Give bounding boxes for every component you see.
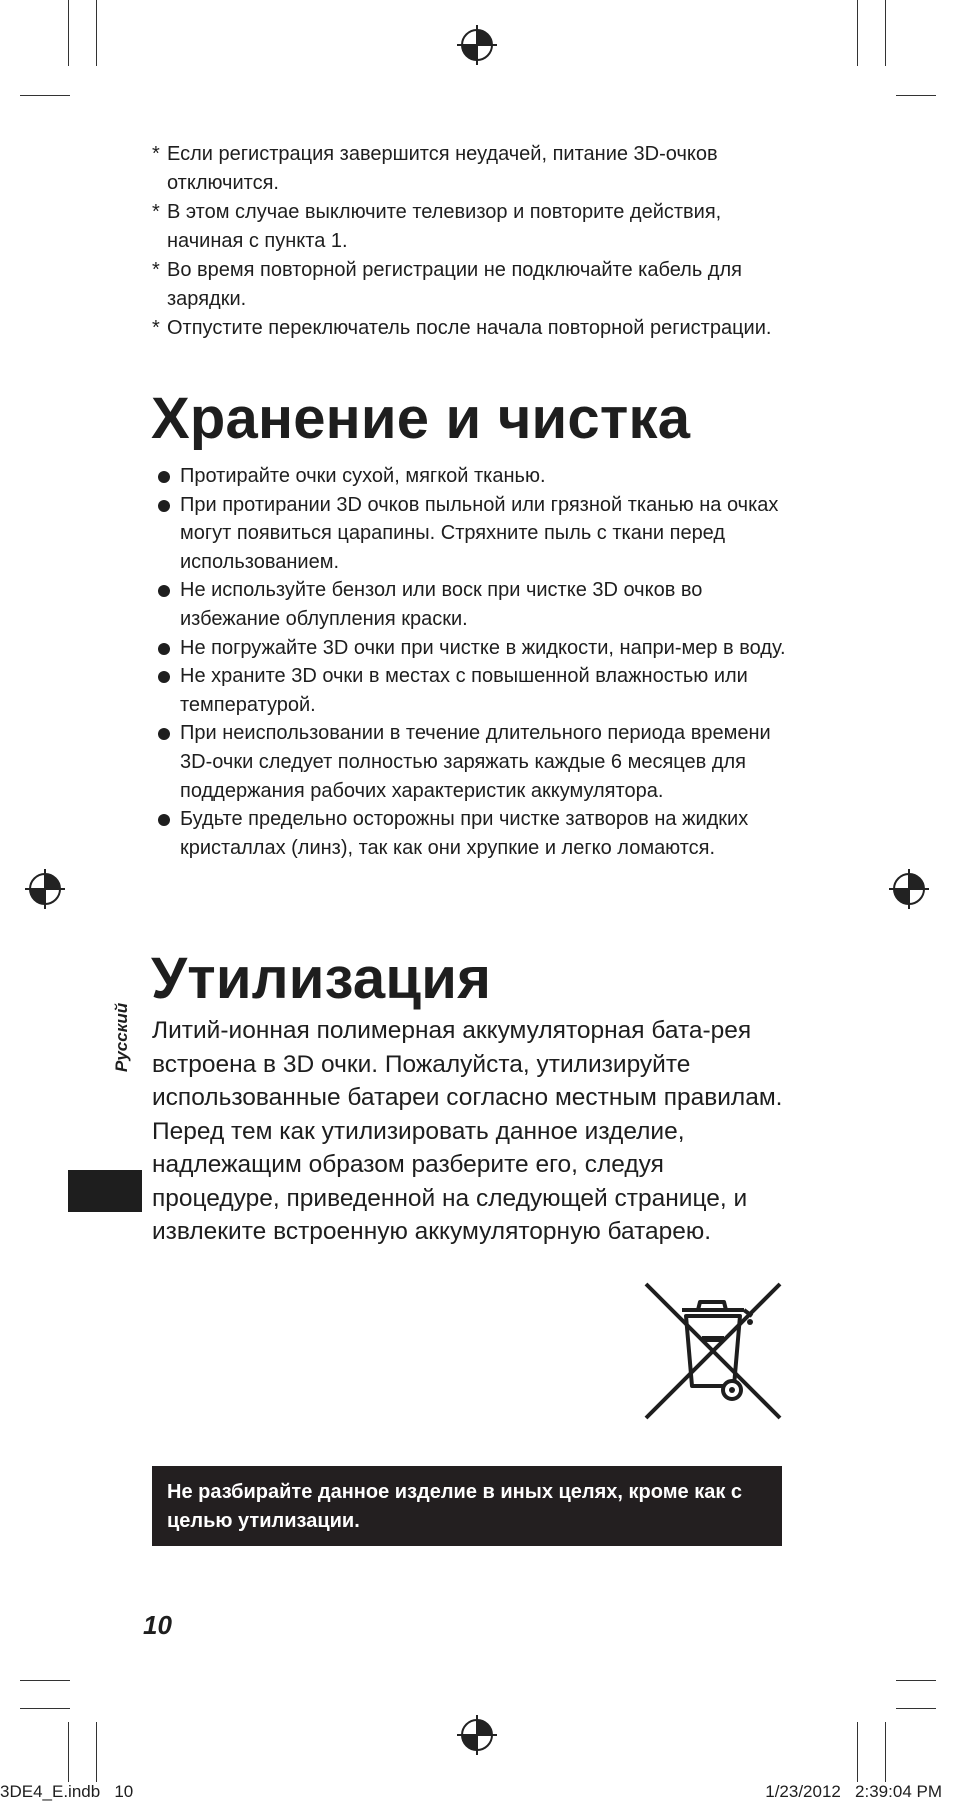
list-item: [152, 462, 792, 491]
note-item: [152, 140, 792, 198]
list-item-text: Не храните 3D очки в местах с повышенной влажностью или температурой.: [180, 665, 748, 716]
list-item-text: Будьте предельно осторожны при чистке затворов на жидких кристаллах (линз), так как они хрупкие и легко ломаются.: [180, 808, 749, 859]
list-item-text: При протирании 3D очков пыльной или грязной тканью на очках могут появиться царапины. Стряхните пыль с ткани перед использованием.: [180, 493, 779, 573]
footer-timestamp: 1/23/2012 2:39:04 PM: [765, 1782, 942, 1801]
crop-mark: [896, 1708, 936, 1709]
crop-mark: [68, 0, 69, 66]
storage-heading: Хранение и чистка: [151, 386, 691, 451]
notes-list: [152, 140, 792, 343]
registration-mark-icon: [457, 1715, 497, 1755]
note-item: [152, 314, 792, 343]
crop-mark: [68, 1722, 69, 1782]
crop-mark: [96, 0, 97, 66]
crop-mark: [857, 1722, 858, 1782]
registration-mark-icon: [457, 25, 497, 65]
bullet-icon: [158, 471, 170, 483]
note-item: [152, 198, 792, 256]
crop-mark: [896, 95, 936, 96]
bullet-icon: [158, 728, 170, 740]
crop-mark: [20, 1708, 70, 1709]
page-number: 10: [143, 1610, 172, 1640]
list-item: [152, 805, 792, 862]
note-item: [152, 256, 792, 314]
disposal-paragraph: Перед тем как утилизировать данное изделие, надлежащим образом разберите его, следуя процедуре, приведенной на следующей странице, и извлеките встроенную аккумуляторную батарею.: [152, 1117, 748, 1245]
bullet-icon: [158, 500, 170, 512]
language-tab-label: Русский: [112, 1002, 131, 1072]
crop-mark: [20, 1680, 70, 1681]
list-item: [152, 576, 792, 633]
disposal-body: [152, 1014, 797, 1249]
storage-list: [152, 462, 792, 862]
list-item-text: Не используйте бензол или воск при чистке 3D очков во избежание облупления краски.: [180, 579, 703, 630]
note-marker: *: [152, 201, 160, 223]
list-item: [152, 491, 792, 577]
registration-mark-icon: [25, 869, 65, 909]
registration-mark-icon: [889, 869, 929, 909]
list-item: [152, 634, 792, 663]
crop-mark: [857, 0, 858, 66]
list-item-text: При неиспользовании в течение длительного периода времени 3D-очки следует полностью заряжать каждые 6 месяцев для поддержания рабочих характеристик аккумулятора.: [180, 722, 771, 802]
note-marker: *: [152, 259, 160, 281]
language-tab-marker: [68, 1170, 142, 1212]
note-text: Если регистрация завершится неудачей, питание 3D-очков отключится.: [167, 143, 718, 194]
list-item-text: Не погружайте 3D очки при чистке в жидкости, напри-мер в воду.: [180, 636, 786, 659]
note-marker: *: [152, 317, 160, 339]
disposal-paragraph: Литий-ионная полимерная аккумуляторная бата-рея встроена в 3D очки. Пожалуйста, утилизируйте использованные батареи согласно местным правилам.: [152, 1017, 783, 1111]
bullet-icon: [158, 814, 170, 826]
crop-mark: [885, 1722, 886, 1782]
crop-mark: [20, 95, 70, 96]
list-item: [152, 662, 792, 719]
crop-mark: [96, 1722, 97, 1782]
note-text: В этом случае выключите телевизор и повторите действия, начиная с пункта 1.: [167, 201, 722, 252]
disposal-heading: Утилизация: [151, 946, 492, 1011]
footer-file-info: 3DE4_E.indb 10: [0, 1782, 134, 1801]
note-text: Во время повторной регистрации не подключайте кабель для зарядки.: [167, 259, 742, 310]
note-text: Отпустите переключатель после начала повторной регистрации.: [167, 317, 772, 339]
note-marker: *: [152, 143, 160, 165]
list-item-text: Протирайте очки сухой, мягкой тканью.: [180, 465, 546, 487]
bullet-icon: [158, 671, 170, 683]
bullet-icon: [158, 585, 170, 597]
crossed-out-wheelie-bin-icon: [640, 1276, 786, 1422]
warning-box: Не разбирайте данное изделие в иных целях, кроме как с целью утилизации.: [152, 1466, 782, 1546]
bullet-icon: [158, 643, 170, 655]
crop-mark: [885, 0, 886, 66]
list-item: [152, 719, 792, 805]
crop-mark: [896, 1680, 936, 1681]
